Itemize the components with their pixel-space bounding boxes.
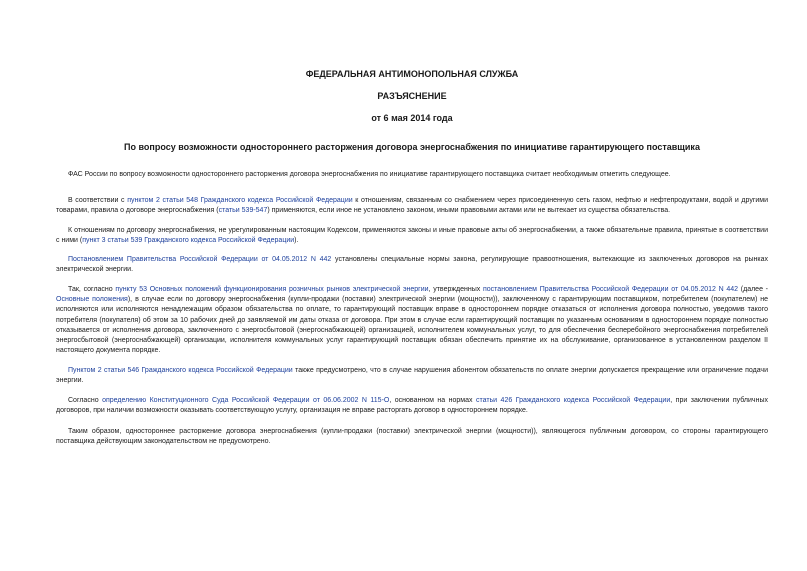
paragraph-text: , при заключении публичных договоров, при наличии возможности оказывать соответствующую услугу, организация не вправе расторгать договор в одностороннем порядке.	[56, 397, 768, 415]
paragraph-resolution-442	[56, 255, 768, 275]
paragraph-article-548	[56, 196, 768, 216]
document-subject: По вопросу возможности одностороннего расторжения договора энергоснабжения по инициативе гарантирующего поставщика	[124, 142, 700, 152]
link-articles-539-547[interactable]: статьи 539-547	[218, 207, 268, 215]
paragraph-article-546	[56, 366, 768, 386]
link-resolution-442[interactable]: Постановлением Правительства Российской Федерации от 04.05.2012 N 442	[68, 256, 332, 263]
paragraph-intro	[56, 170, 768, 180]
paragraph-text: Таким образом, одностороннее расторжение договора энергоснабжения (купли-продажи (поставки) электрической энергии (мощности)), являющегося публичным договором, со стороны гарантирующего поставщика действующим законодательством не предусмотрено.	[56, 428, 768, 446]
link-article-539[interactable]: пункт 3 статьи 539 Гражданского кодекса Российской Федерации	[82, 237, 295, 245]
paragraph-text: В соответствии с	[68, 197, 128, 204]
paragraph-text: , утвержденных	[428, 286, 483, 293]
link-article-548[interactable]: пунктом 2 статьи 548 Гражданского кодекса Российской Федерации	[127, 197, 353, 204]
paragraph-text: Так, согласно	[68, 286, 116, 293]
paragraph-text: ФАС России по вопросу возможности одностороннего расторжения договора энергоснабжения по инициативе гарантирующего поставщика считает необходимым отметить следующее.	[68, 171, 671, 178]
paragraph-article-539	[56, 226, 768, 246]
paragraph-text: Согласно	[68, 397, 103, 404]
link-point-53[interactable]: пункту 53 Основных положений функционирования розничных рынков электрической энергии	[115, 286, 429, 293]
agency-heading: ФЕДЕРАЛЬНАЯ АНТИМОНОПОЛЬНАЯ СЛУЖБА	[305, 69, 519, 79]
paragraph-text: установлены специальные нормы закона, регулирующие правоотношения, вытекающие из заключенных договоров на рынках электрической энергии.	[56, 256, 768, 274]
link-constitutional-court-ruling[interactable]: определению Конституционного Суда Российской Федерации от 06.06.2002 N 115-О	[102, 397, 390, 404]
paragraph-text: к отношениям, связанным со снабжением через присоединенную сеть газом, нефтью и нефтепродуктами, водой и другими товарами, правила о договоре энергоснабжения (	[56, 197, 769, 215]
document-date: от 6 мая 2014 года	[371, 113, 453, 123]
paragraph-conclusion	[56, 427, 768, 447]
link-article-426[interactable]: статьи 426 Гражданского кодекса Российской Федерации	[475, 397, 671, 404]
paragraph-text: , основанном на нормах	[389, 397, 476, 404]
link-article-546[interactable]: Пунктом 2 статьи 546 Гражданского кодекса Российской Федерации	[68, 367, 293, 374]
paragraph-text: К отношениям по договору энергоснабжения, не урегулированным настоящим Кодексом, применяются законы и иные правовые акты об энергоснабжении, а также обязательные правила, принятые в соответствии с ними (	[56, 227, 768, 245]
link-basic-provisions[interactable]: Основные положения	[56, 296, 128, 304]
paragraph-text: ).	[294, 237, 299, 245]
paragraph-text: ) применяются, если иное не установлено законом, иными правовыми актами или не вытекает из существа обязательства.	[267, 207, 671, 215]
paragraph-text: (далее -	[738, 286, 769, 293]
link-resolution-442-second[interactable]: постановлением Правительства Российской Федерации от 04.05.2012 N 442	[483, 286, 739, 293]
paragraph-text: ), в случае если по договору энергоснабжения (купли-продажи (поставки) электрической энергии (мощности)), заключенному с гарантирующим поставщиком, потребителем (покупателем) не исполняются или исполняются ненадлежащим образом обязательства по оплате, то гарантирующий поставщик вправе в одностороннем порядке отказаться от исполнения договора полностью, уведомив такого потребителя (покупателя) об этом за 10 рабочих дней до заявляемой им даты отказа от договора. При этом в случае если гарантирующий поставщик по указанным основаниям в одностороннем порядке полностью отказывается от исполнения договора, заключенного с энергосбытовой (энергоснабжающей) организацией, исполнителем коммунальных услуг, то для обеспечения бесперебойного энергоснабжения потребителей энергосбытовой (энергоснабжающей) организации, исполнителя коммунальных услуг гарантирующий поставщик обязан обеспечить принятие их на обслуживание, организованное в установленном разделом II настоящего документа порядке.	[56, 296, 768, 355]
paragraph-text: также предусмотрено, что в случае нарушения абонентом обязательств по оплате энергии допускается прекращение или ограничение подачи энергии.	[56, 367, 768, 385]
paragraph-point-53	[56, 285, 768, 356]
document-type-heading: РАЗЪЯСНЕНИЕ	[377, 91, 447, 101]
paragraph-constitutional-court	[56, 396, 768, 416]
